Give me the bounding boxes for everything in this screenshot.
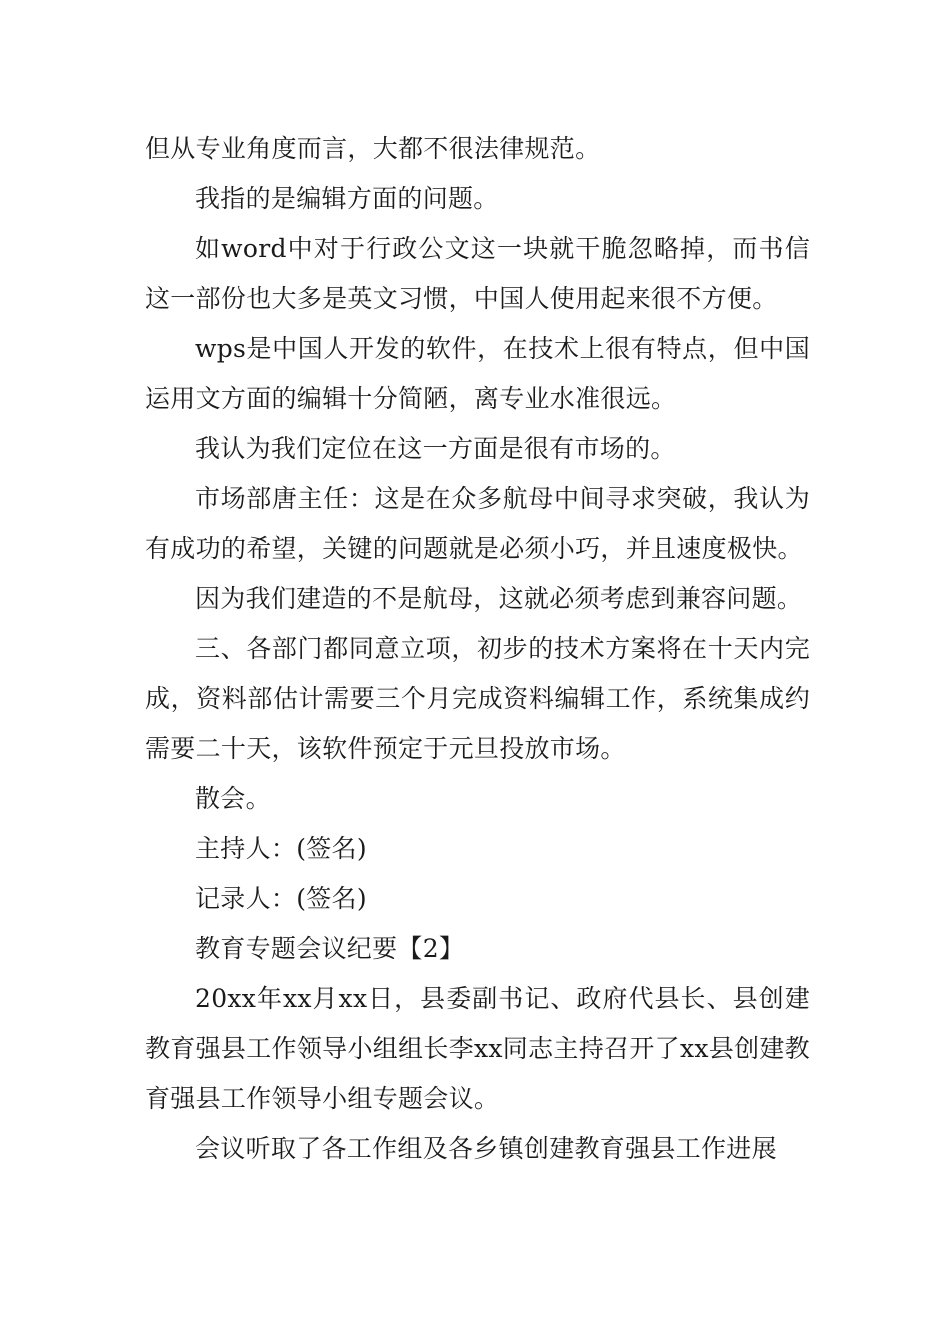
paragraph: 我指的是编辑方面的问题。 — [195, 184, 499, 213]
paragraph: 如word中对于行政公文这一块就干脆忽略掉，而书信这一部份也大多是英文习惯，中国人使用起来很不方便。 — [145, 234, 810, 313]
recorder-signature-line: 记录人：(签名) — [195, 884, 367, 913]
paragraph: 我认为我们定位在这一方面是很有市场的。 — [195, 434, 676, 463]
paragraph: wps是中国人开发的软件，在技术上很有特点，但中国运用文方面的编辑十分简陋，离专业水准很远。 — [145, 334, 810, 413]
section-heading: 教育专题会议纪要【2】 — [195, 934, 465, 963]
host-signature-line: 主持人：(签名) — [195, 834, 367, 863]
paragraph: 三、各部门都同意立项，初步的技术方案将在十天内完成，资料部估计需要三个月完成资料编辑工作，系统集成约需要二十天，该软件预定于元旦投放市场。 — [145, 634, 810, 763]
paragraph: 会议听取了各工作组及各乡镇创建教育强县工作进展 — [195, 1134, 777, 1163]
paragraph-continuation: 但从专业角度而言，大都不很法律规范。 — [145, 134, 601, 163]
paragraph: 20xx年xx月xx日，县委副书记、政府代县长、县创建教育强县工作领导小组组长李xx同志主持召开了xx县创建教育强县工作领导小组专题会议。 — [145, 984, 810, 1113]
paragraph: 因为我们建造的不是航母，这就必须考虑到兼容问题。 — [195, 584, 803, 613]
paragraph: 散会。 — [195, 784, 271, 813]
document-body — [145, 124, 810, 1174]
paragraph: 市场部唐主任：这是在众多航母中间寻求突破，我认为有成功的希望，关键的问题就是必须小巧，并且速度极快。 — [145, 484, 810, 563]
